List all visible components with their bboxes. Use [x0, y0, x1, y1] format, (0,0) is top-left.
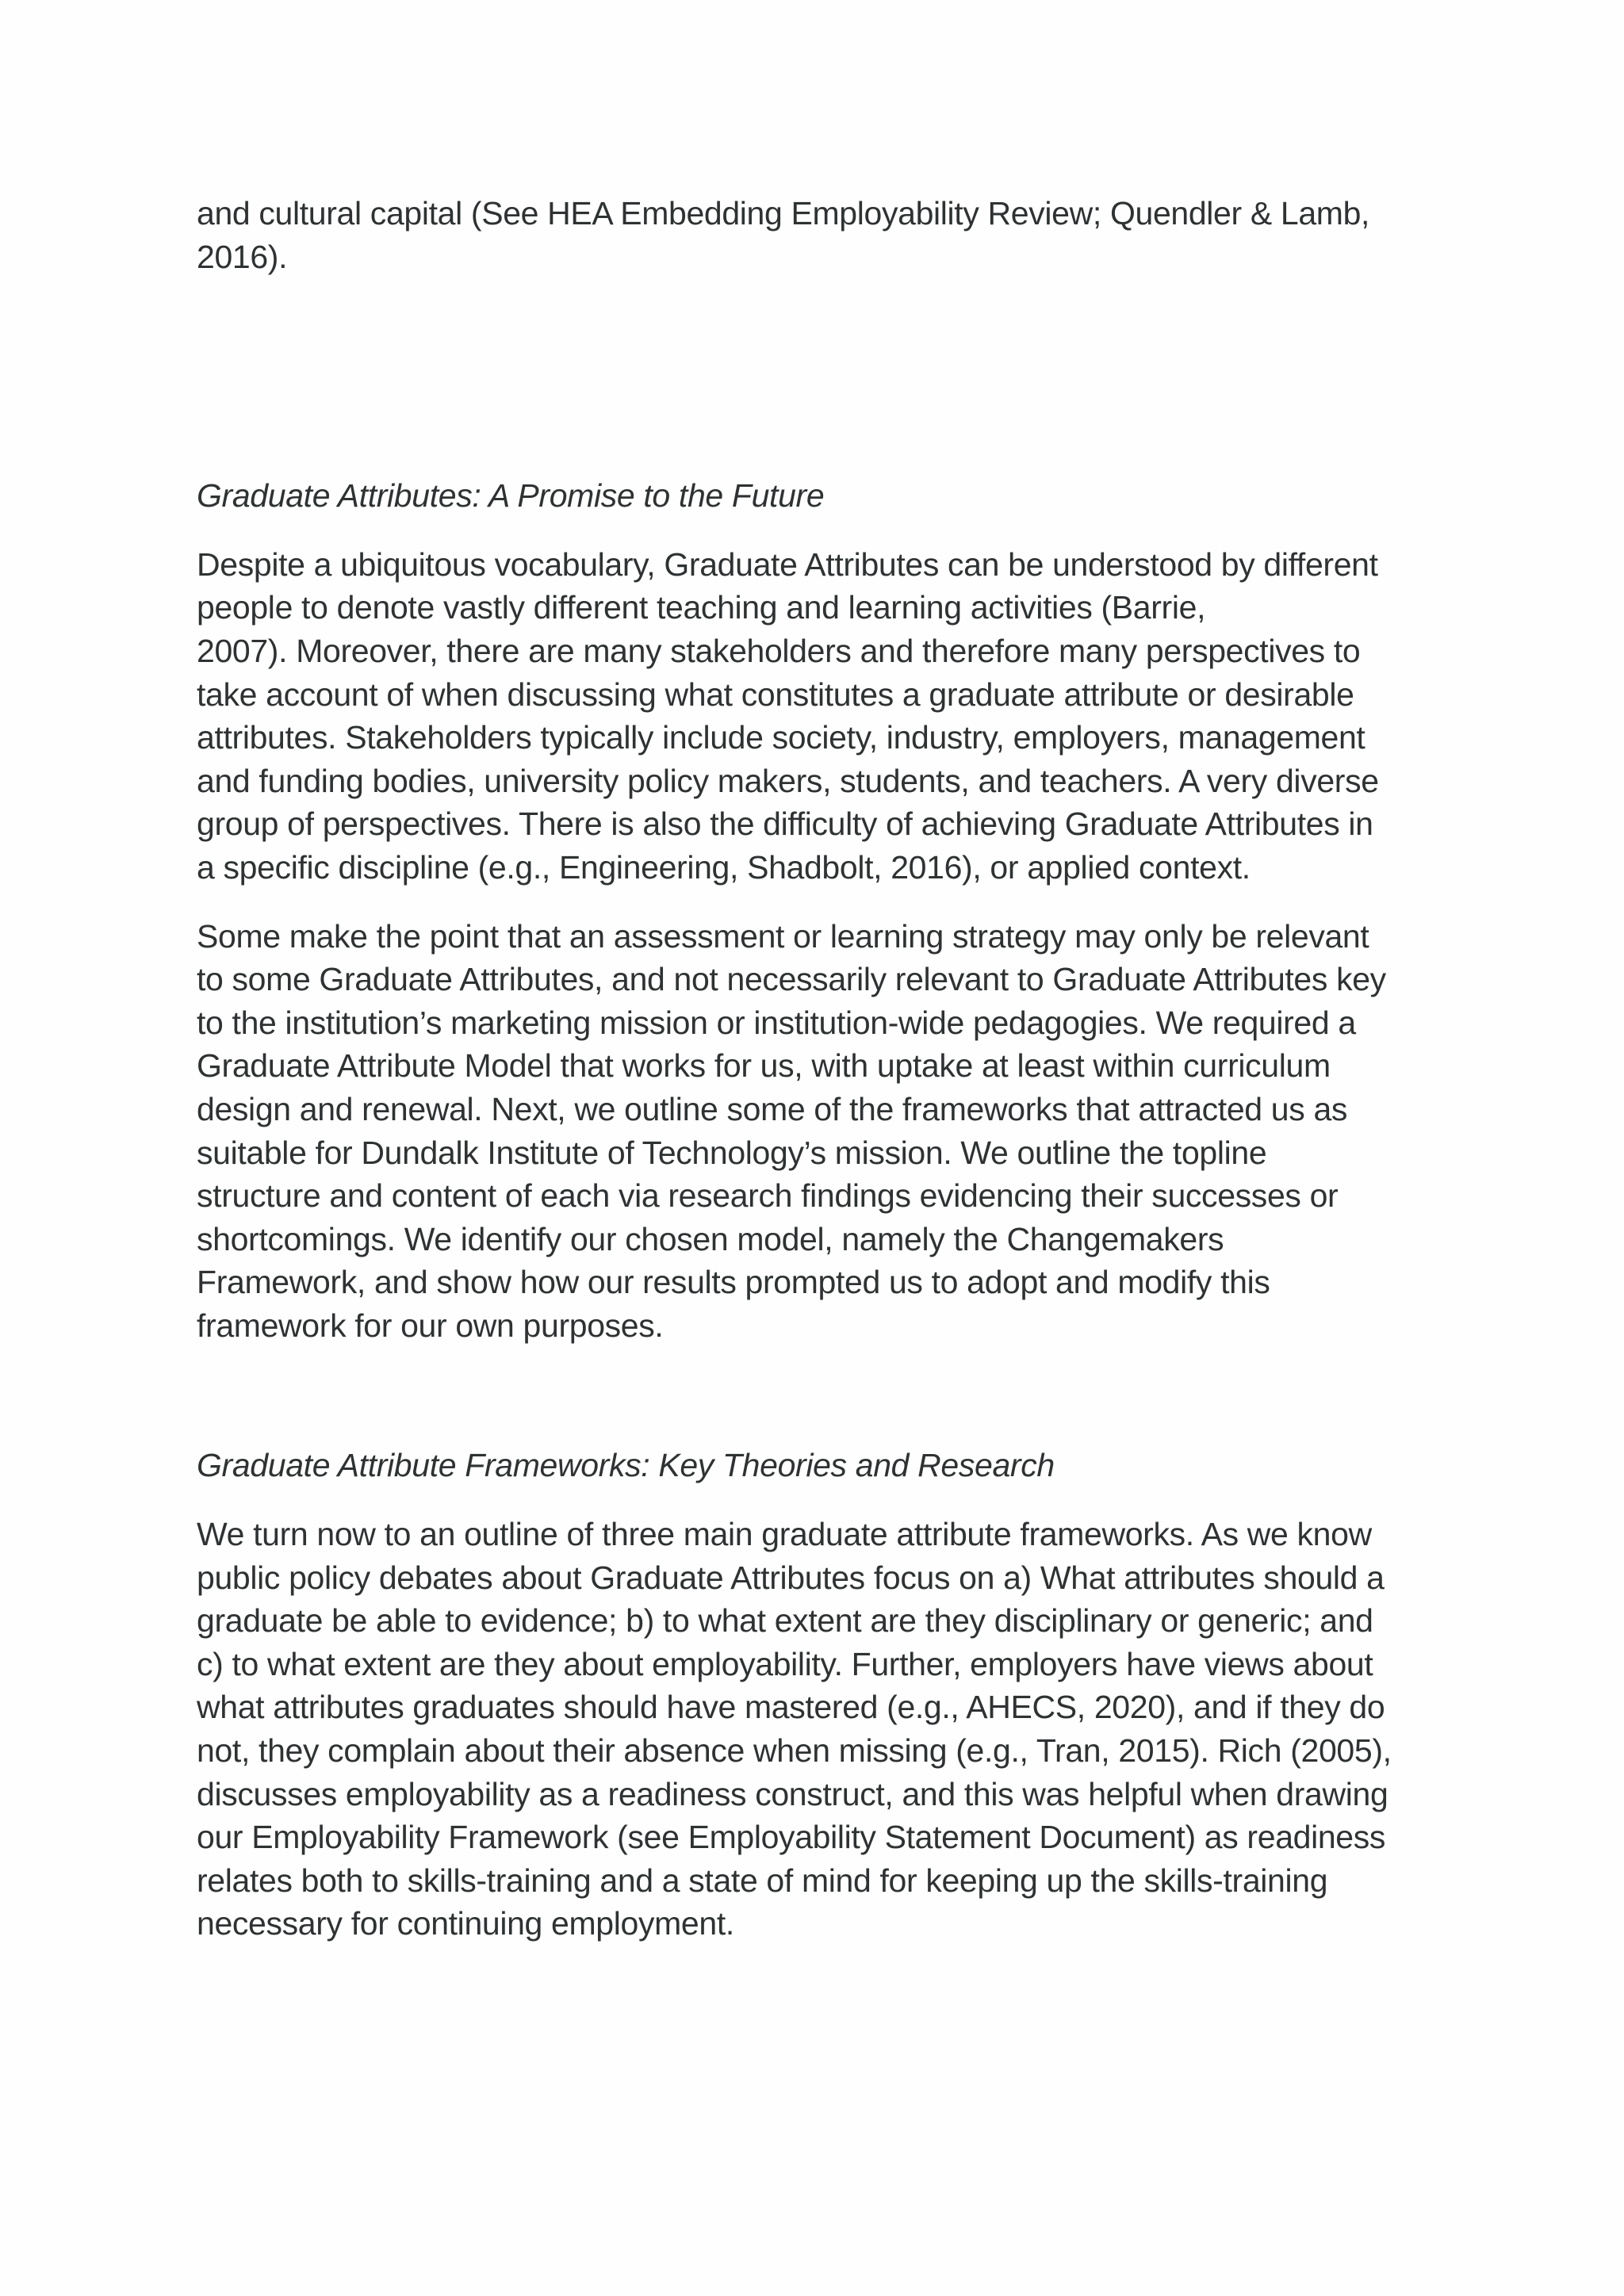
section-heading-graduate-attributes: Graduate Attributes: A Promise to the Future — [197, 477, 825, 515]
body-paragraph: We turn now to an outline of three main graduate attribute frameworks. As we know public policy debates about Graduate Attributes focus on a) What attributes should a graduate be able to evidence; b) to what extent are they disciplinary or generic; and c) to what extent are they about employability. Further, employers have views about what attributes graduates should have mastered (e.g., AHECS, 2020), and if they do not, they complain about their absence when missing (e.g., Tran, 2015). Rich (2005), discusses employability as a readiness construct, and this was helpful when drawing our Employability Framework (see Employability Statement Document) as readiness relates both to skills-training and a state of mind for keeping up the skills-training necessary for continuing employment. — [197, 1516, 1392, 1942]
body-paragraph: Despite a ubiquitous vocabulary, Graduate Attributes can be understood by different people to denote vastly different teaching and learning activities (Barrie, 2007). Moreover, there are many stakeholders and therefore many perspectives to take account of when discussing what constitutes a graduate attribute or desirable attributes. Stakeholders typically include society, industry, employers, management and funding bodies, university policy makers, students, and teachers. A very diverse group of perspectives. There is also the difficulty of achieving Graduate Attributes in a specific discipline (e.g., Engineering, Shadbolt, 2016), or applied context. — [197, 545, 1379, 886]
body-paragraph: Some make the point that an assessment or learning strategy may only be relevant to some Graduate Attributes, and not necessarily relevant to Graduate Attributes key to the institution’s marketing mission or institution-wide pedagogies. We required a Graduate Attribute Model that works for us, with uptake at least within curriculum design and renewal. Next, we outline some of the frameworks that attracted us as suitable for Dundalk Institute of Technology’s mission. We outline the topline structure and content of each via research findings evidencing their successes or shortcomings. We identify our chosen model, namely the Changemakers Framework, and show how our results prompted us to adopt and modify this framework for our own purposes. — [197, 917, 1386, 1344]
section-heading-frameworks: Graduate Attribute Frameworks: Key Theories and Research — [197, 1447, 1055, 1484]
page-body — [197, 192, 1438, 1946]
intro-continuation-paragraph: and cultural capital (See HEA Embedding Employability Review; Quendler & Lamb, 2016). — [197, 195, 1370, 275]
